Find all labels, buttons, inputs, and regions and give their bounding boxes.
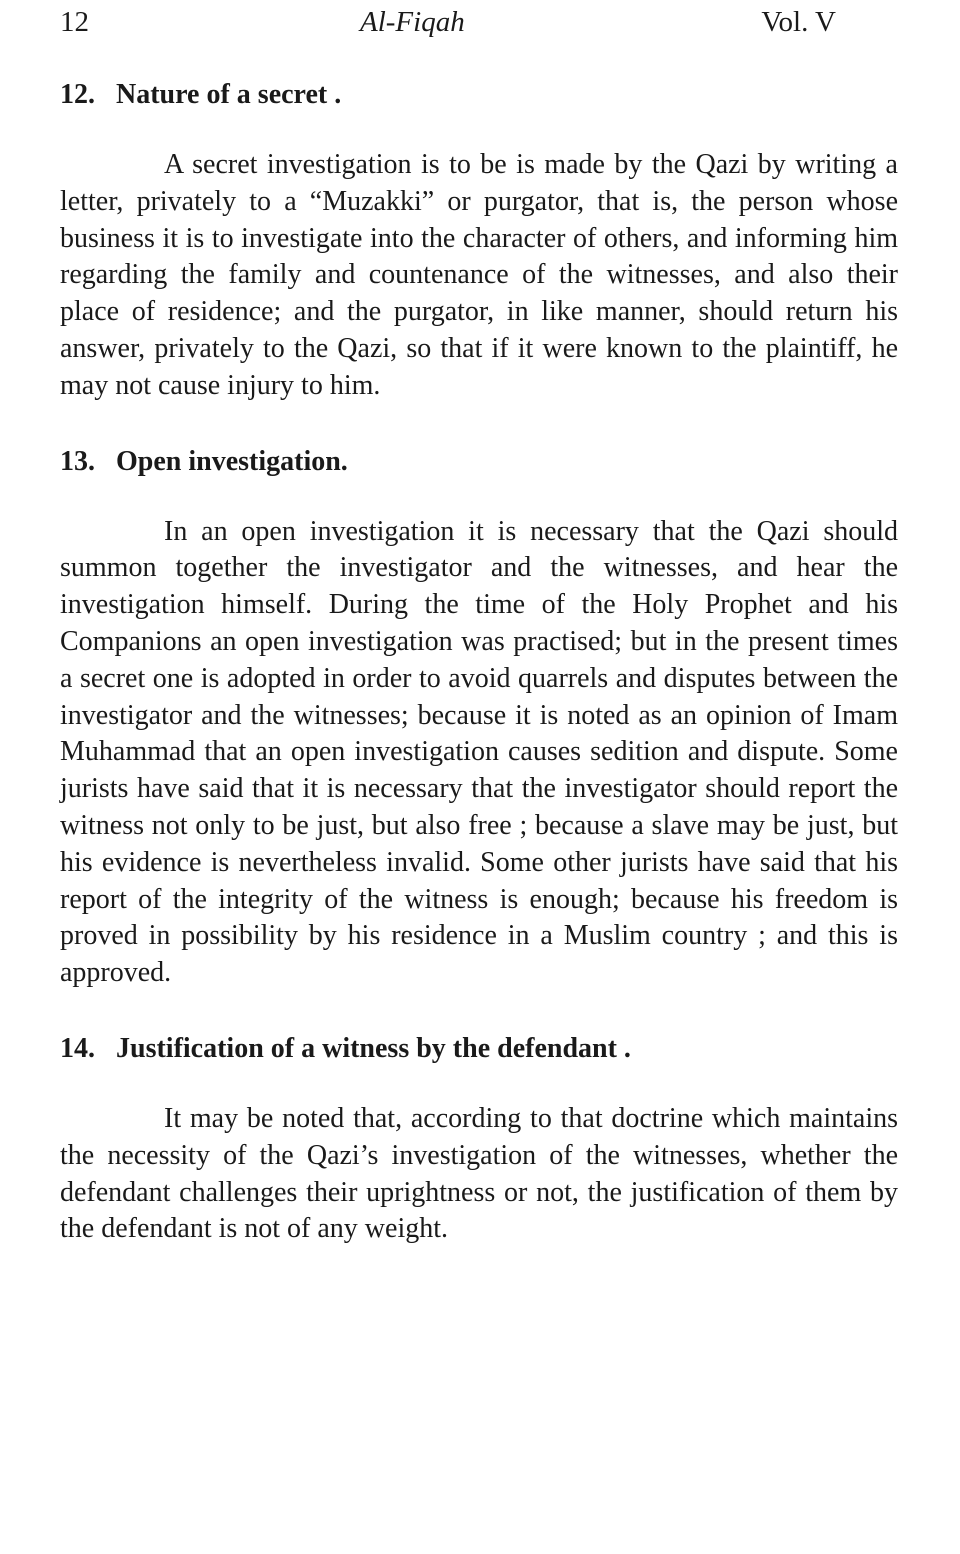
section-paragraph-14: It may be noted that, according to that doctrine which maintains the necessity of the Qazi’s investigation of the witnesses, whether the defendant challenges their uprightness or not, the justification of them by the defendant is not of any weight. <box>60 1102 898 1245</box>
running-head <box>60 4 836 40</box>
section-heading-14 <box>60 1030 898 1068</box>
volume-label: Vol. V <box>761 6 836 38</box>
section-title: Open investigation. <box>116 445 348 477</box>
section-heading-13 <box>60 443 898 481</box>
section-paragraph-13: In an open investigation it is necessary that the Qazi should summon together the investigator and the witnesses, and hear the investigation himself. During the time of the Holy Prophet and his Companions an open investigation was practised; but in the present times a secret one is adopted in order to avoid quarrels and disputes between the investigator and the witnesses; because it is noted as an opinion of Imam Muhammad that an open investigation causes sedition and dispute. Some jurists have said that it is necessary that the investigator should report the witness not only to be just, but also free ; because a slave may be just, but his evidence is nevertheless invalid. Some other jurists have said that his report of the integrity of the witness is enough; because his freedom is proved in possibility by his residence in a Muslim country ; and this is approved. <box>60 515 898 989</box>
section-number: 13. <box>60 445 95 477</box>
section-paragraph-12: A secret investigation is to be is made by the Qazi by writing a letter, privately to a “Muzakki” or purgator, that is, the person whose business it is to investigate into the character of others, and informing him regarding the family and countenance of the witnesses, and also their place of residence; and the purgator, in like manner, should return his answer, privately to the Qazi, so that if it were known to the plaintiff, he may not cause injury to him. <box>60 149 898 401</box>
section-heading-12 <box>60 76 898 114</box>
section-title: Justification of a witness by the defendant . <box>116 1032 631 1064</box>
page-body <box>60 76 898 1248</box>
book-title: Al-Fiqah <box>360 6 465 38</box>
section-title: Nature of a secret . <box>116 79 342 110</box>
page-number: 12 <box>60 6 89 38</box>
section-number: 14. <box>60 1032 95 1064</box>
section-number: 12. <box>60 79 95 110</box>
